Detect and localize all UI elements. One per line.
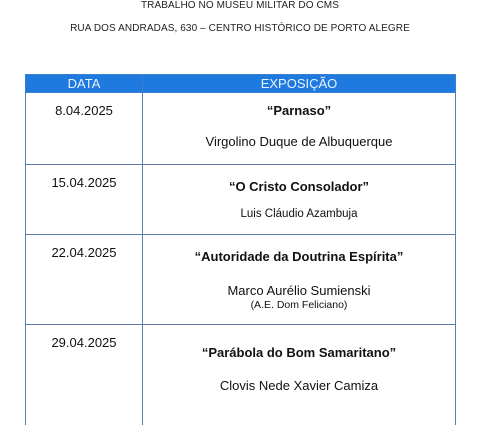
row-exposicao <box>143 325 456 425</box>
row-date: 29.04.2025 <box>26 325 143 425</box>
exposicao-title: “Parábola do Bom Samaritano” <box>201 345 397 360</box>
row-exposicao <box>143 165 456 235</box>
exposicao-author: Marco Aurélio Sumienski <box>227 283 371 298</box>
exposicao-note: (A.E. Dom Feliciano) <box>250 299 348 311</box>
exposicao-title: “O Cristo Consolador” <box>228 179 370 194</box>
table-row <box>26 235 456 325</box>
table-header-row <box>26 75 456 93</box>
row-date: 22.04.2025 <box>26 235 143 325</box>
table-row <box>26 325 456 425</box>
row-exposicao <box>143 93 456 165</box>
exposicao-author: Clovis Nede Xavier Camiza <box>219 378 379 393</box>
column-header-exposicao: EXPOSIÇÃO <box>143 75 456 93</box>
header-address: RUA DOS ANDRADAS, 630 – CENTRO HISTÓRICO DE PORTO ALEGRE <box>70 23 410 34</box>
column-header-date: DATA <box>26 75 143 93</box>
exposicao-author: Virgolino Duque de Albuquerque <box>205 134 393 149</box>
exposicao-author: Luis Cláudio Azambuja <box>240 208 358 220</box>
header-museum: TRABALHO NO MUSEU MILITAR DO CMS <box>140 0 340 11</box>
row-date: 8.04.2025 <box>26 93 143 165</box>
row-date: 15.04.2025 <box>26 165 143 235</box>
exposicao-title: “Autoridade da Doutrina Espírita” <box>194 249 404 264</box>
schedule-table <box>25 74 456 425</box>
row-exposicao <box>143 235 456 325</box>
table-row <box>26 93 456 165</box>
exposicao-title: “Parnaso” <box>266 103 332 118</box>
table-row <box>26 165 456 235</box>
